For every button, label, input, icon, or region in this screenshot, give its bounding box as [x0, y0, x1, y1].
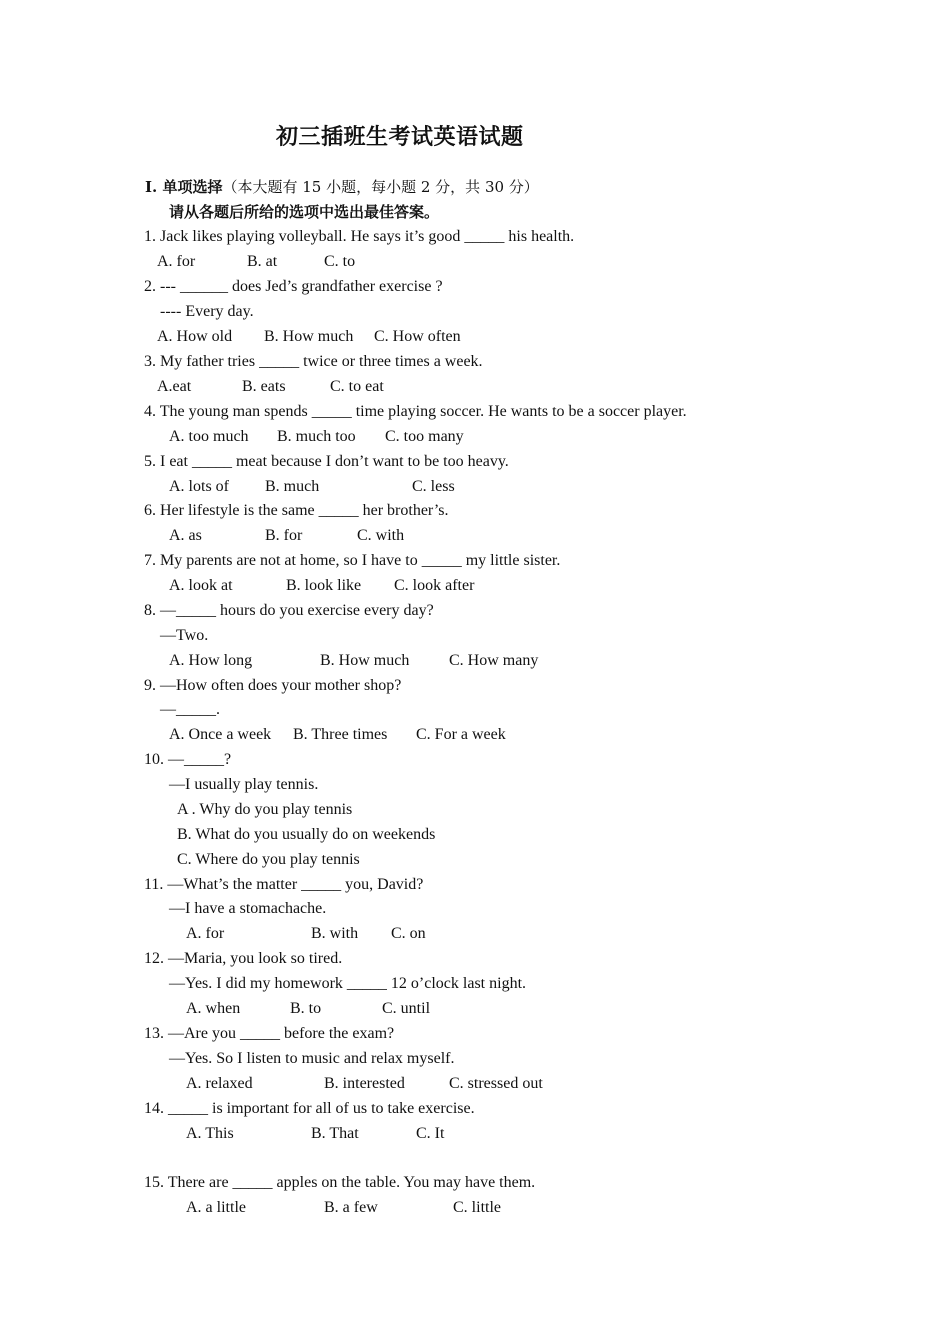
- option-a: A. a little: [186, 1199, 246, 1216]
- option-b: B. with: [311, 925, 359, 942]
- option-c: C. with: [357, 527, 405, 544]
- question-stem: 13. —Are you _____ before the exam?: [144, 1025, 395, 1042]
- question-stem: 10. —_____?: [144, 751, 232, 768]
- option-c: C. until: [382, 1000, 431, 1017]
- question-stem: 11. —What’s the matter _____ you, David?: [144, 876, 424, 893]
- question-stem: 15. There are _____ apples on the table. You may have them.: [144, 1174, 536, 1191]
- dialogue-reply: —Yes. I did my homework _____ 12 o’clock last night.: [169, 975, 527, 992]
- dialogue-reply: —I usually play tennis.: [169, 776, 319, 793]
- option-c: C. How many: [449, 652, 539, 669]
- page-title: 初三插班生考试英语试题: [276, 124, 524, 150]
- option-a: A. for: [186, 925, 225, 942]
- question-stem: 6. Her lifestyle is the same _____ her brother’s.: [144, 502, 449, 519]
- option-b: B. look like: [286, 577, 362, 594]
- option-b: B. for: [265, 527, 303, 544]
- question-stem: 7. My parents are not at home, so I have to _____ my little sister.: [144, 552, 561, 569]
- option-b: B. What do you usually do on weekends: [177, 826, 436, 843]
- option-b: B. That: [311, 1125, 359, 1142]
- option-a: A. This: [186, 1125, 234, 1142]
- option-c: C. to eat: [330, 378, 384, 395]
- option-b: B. eats: [242, 378, 286, 395]
- option-a: A. lots of: [169, 478, 229, 495]
- question-stem: 3. My father tries _____ twice or three times a week.: [144, 353, 483, 370]
- option-b: B. a few: [324, 1199, 378, 1216]
- option-b: B. to: [290, 1000, 322, 1017]
- option-b: B. interested: [324, 1075, 405, 1092]
- question-stem: 12. —Maria, you look so tired.: [144, 950, 343, 967]
- option-c: C. stressed out: [449, 1075, 543, 1092]
- question-stem: 14. _____ is important for all of us to take exercise.: [144, 1100, 475, 1117]
- option-b: B. How much: [264, 328, 354, 345]
- option-c: C. too many: [385, 428, 464, 445]
- option-c: C. less: [412, 478, 455, 495]
- option-a: A. for: [157, 253, 196, 270]
- dialogue-reply: —Two.: [160, 627, 209, 644]
- option-c: C. look after: [394, 577, 475, 594]
- option-c: C. Where do you play tennis: [177, 851, 360, 868]
- option-c: C. on: [391, 925, 426, 942]
- section-instruction: 请从各题后所给的选项中选出最佳答案。: [169, 203, 440, 221]
- option-c: C. How often: [374, 328, 461, 345]
- dialogue-reply: —Yes. So I listen to music and relax myself.: [169, 1050, 455, 1067]
- option-c: C. It: [416, 1125, 445, 1142]
- dialogue-reply: —_____.: [160, 701, 220, 718]
- option-b: B. Three times: [293, 726, 388, 743]
- option-c: C. to: [324, 253, 356, 270]
- option-a: A. too much: [169, 428, 249, 445]
- option-b: B. How much: [320, 652, 410, 669]
- question-stem: 5. I eat _____ meat because I don’t want to be too heavy.: [144, 453, 509, 470]
- option-b: B. much too: [277, 428, 356, 445]
- option-c: C. little: [453, 1199, 501, 1216]
- option-a: A. look at: [169, 577, 233, 594]
- option-a: A. when: [186, 1000, 241, 1017]
- question-stem: 1. Jack likes playing volleyball. He says it’s good _____ his health.: [144, 228, 575, 245]
- question-stem: 8. —_____ hours do you exercise every day?: [144, 602, 434, 619]
- question-stem: 4. The young man spends _____ time playing soccer. He wants to be a soccer player.: [144, 403, 687, 420]
- dialogue-reply: ---- Every day.: [160, 303, 254, 320]
- option-b: B. much: [265, 478, 320, 495]
- option-a: A. relaxed: [186, 1075, 253, 1092]
- section-header: [145, 177, 539, 198]
- dialogue-reply: —I have a stomachache.: [169, 900, 327, 917]
- option-a: A.eat: [157, 378, 192, 395]
- question-stem: 2. --- ______ does Jed’s grandfather exercise ?: [144, 278, 443, 295]
- question-stem: 9. —How often does your mother shop?: [144, 677, 402, 694]
- section-heading: Ⅰ. 单项选择: [145, 178, 223, 196]
- section-note: （本大题有 15 小题，每小题 2 分，共 30 分）: [222, 178, 539, 196]
- option-a: A. Once a week: [169, 726, 272, 743]
- option-c: C. For a week: [416, 726, 506, 743]
- option-a: A . Why do you play tennis: [177, 801, 353, 818]
- option-a: A. How long: [169, 652, 253, 669]
- option-a: A. How old: [157, 328, 233, 345]
- option-b: B. at: [247, 253, 278, 270]
- option-a: A. as: [169, 527, 202, 544]
